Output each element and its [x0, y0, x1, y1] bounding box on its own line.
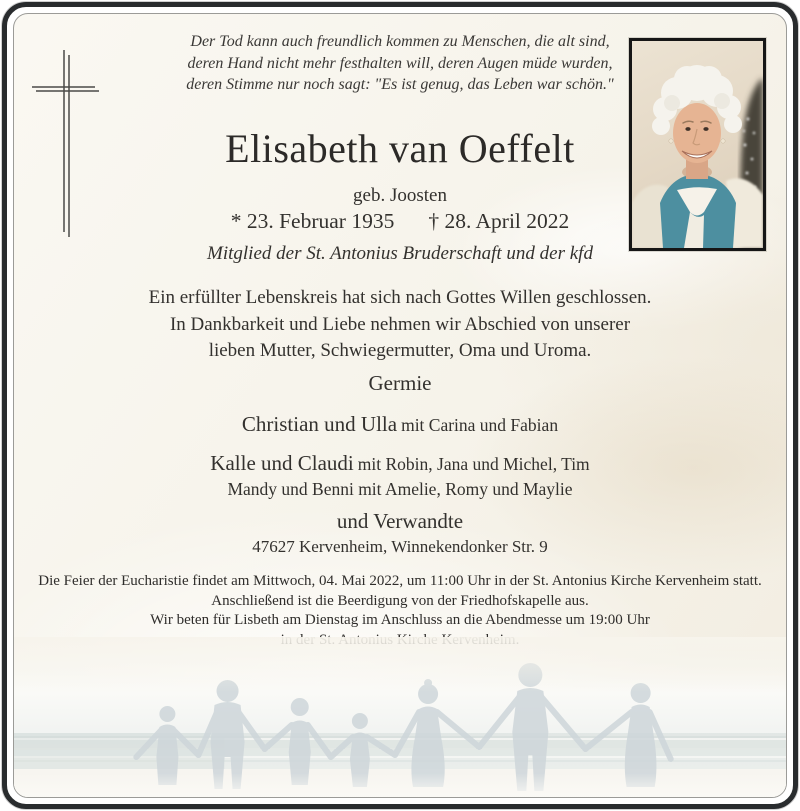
quote-line: deren Hand nicht mehr festhalten will, deren Augen müde wurden,	[187, 54, 613, 72]
mourners-list	[14, 371, 786, 534]
quote-line: Der Tod kann auch freundlich kommen zu Menschen, die alt sind,	[190, 33, 610, 50]
death-date: † 28. April 2022	[428, 209, 570, 233]
mourner-children: mit Carina und Fabian	[401, 415, 559, 435]
quote-line: deren Stimme nur noch sagt: "Es ist genug, das Leben war schön."	[186, 76, 614, 93]
service-line: Die Feier der Eucharistie findet am Mittwoch, 04. Mai 2022, um 11:00 Uhr in der St. Antonius Kirche Kervenheim statt.	[38, 573, 762, 589]
tribute-line: lieben Mutter, Schwiegermutter, Oma und Uroma.	[208, 340, 592, 361]
family-beach-image	[14, 637, 786, 797]
mourner-row	[14, 412, 786, 437]
mourner-row	[14, 509, 786, 534]
mourner-row	[14, 371, 786, 396]
service-line: Wir beten für Lisbeth am Dienstag im Anschluss an die Abendmesse um 19:00 Uhr	[150, 612, 650, 628]
address-line: 47627 Kervenheim, Winnekendonker Str. 9	[252, 537, 548, 556]
mourner-row	[14, 451, 786, 476]
mourner-row	[14, 479, 786, 500]
maiden-name: geb. Joosten	[353, 185, 447, 206]
tribute-line: Ein erfüllter Lebenskreis hat sich nach Gottes Willen geschlossen.	[148, 287, 652, 308]
deceased-name: Elisabeth van Oeffelt	[225, 126, 575, 171]
card-content	[14, 14, 786, 797]
membership-line: Mitglied der St. Antonius Bruderschaft und der kfd	[207, 243, 593, 264]
tribute-line: In Dankbarkeit und Liebe nehmen wir Abschied von unserer	[169, 313, 631, 335]
mourner-children: mit Robin, Jana und Michel, Tim	[357, 454, 590, 474]
service-line: Anschließend ist die Beerdigung von der Friedhofskapelle aus.	[211, 592, 589, 609]
tribute-paragraph	[14, 285, 786, 365]
life-dates	[14, 209, 786, 234]
birth-date: * 23. Februar 1935	[230, 209, 395, 233]
mourner-name: Kalle und Claudi	[210, 451, 354, 475]
opening-quote	[14, 31, 786, 96]
memorial-card	[13, 13, 787, 798]
mourner-name: Germie	[368, 371, 432, 395]
mourner-children: Mandy und Benni mit Amelie, Romy und Maylie	[227, 479, 573, 499]
mourner-name: und Verwandte	[336, 509, 464, 533]
mourner-name: Christian und Ulla	[241, 412, 398, 436]
